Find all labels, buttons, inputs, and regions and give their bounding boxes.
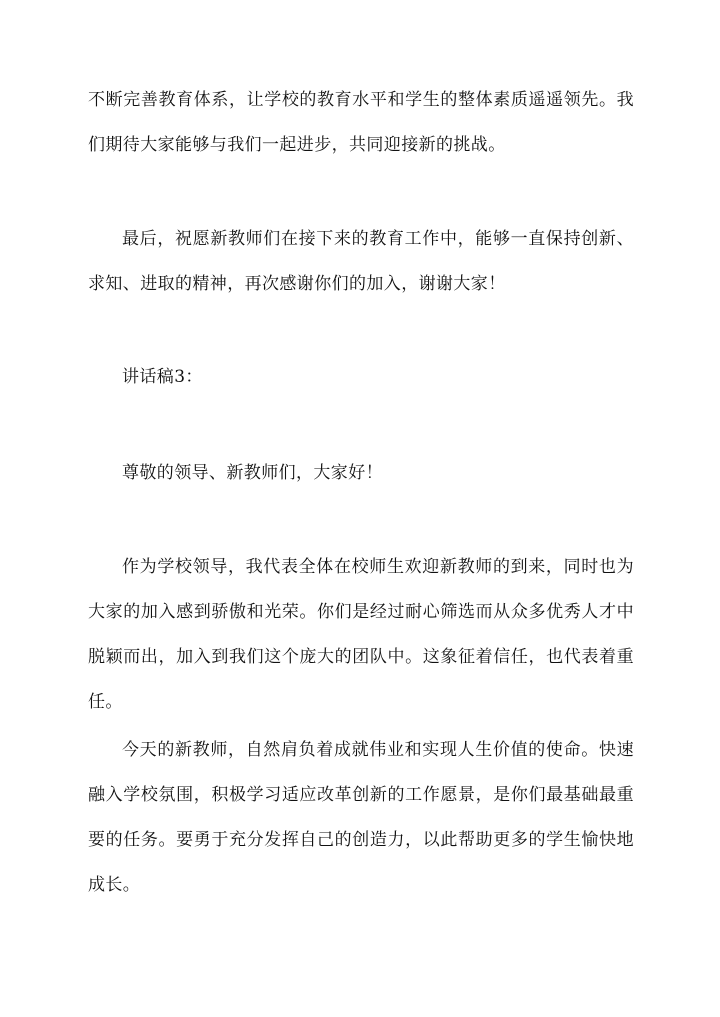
paragraph-mission: 今天的新教师，自然肩负着成就伟业和实现人生价值的使命。快速融入学校氛围，积极学习适应改革创新的工作愿景，是你们最基础最重要的任务。要勇于充分发挥自己的创造力，以此帮助更多的学生愉快地成长。 xyxy=(88,740,634,895)
paragraph-welcome: 作为学校领导，我代表全体在校师生欢迎新教师的到来，同时也为大家的加入感到骄傲和光荣。你们是经过耐心筛选而从众多优秀人才中脱颖而出，加入到我们这个庞大的团队中。这象征着信任，也代表着重任。 xyxy=(88,557,634,712)
paragraph-continuation: 不断完善教育体系，让学校的教育水平和学生的整体素质遥遥领先。我们期待大家能够与我们一起进步，共同迎接新的挑战。 xyxy=(88,90,634,155)
speech-heading: 讲话稿3： xyxy=(122,367,203,387)
paragraph-closing-wishes: 最后，祝愿新教师们在接下来的教育工作中，能够一直保持创新、求知、进取的精神，再次感谢你们的加入，谢谢大家！ xyxy=(88,229,634,294)
paragraph-greeting: 尊敬的领导、新教师们，大家好！ xyxy=(122,463,383,483)
